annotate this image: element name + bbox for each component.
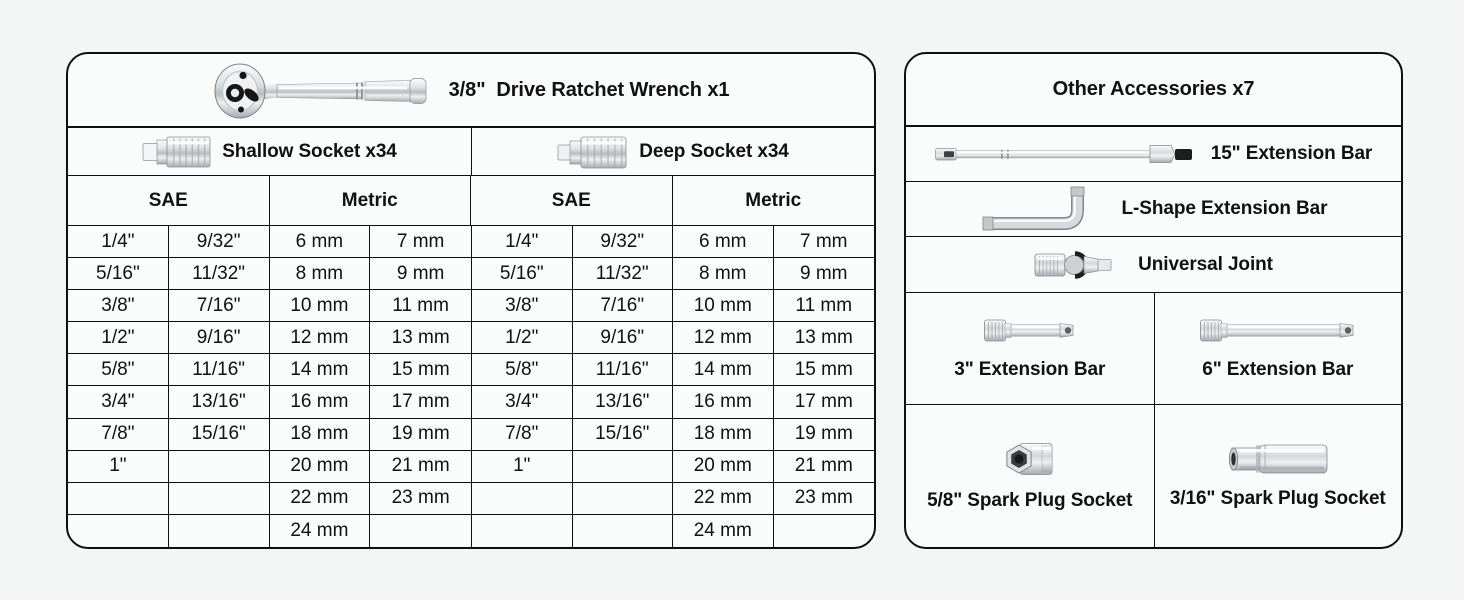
size-cell: 13/16" bbox=[573, 386, 674, 418]
accessory-row-extension-bar-15 bbox=[906, 127, 1401, 182]
accessory-label: Universal Joint bbox=[1138, 253, 1273, 275]
shallow-socket-header bbox=[68, 128, 471, 175]
universal-joint-image bbox=[1034, 248, 1120, 282]
size-cell: 17 mm bbox=[774, 386, 875, 418]
size-cell bbox=[573, 451, 674, 483]
size-cell: 6 mm bbox=[673, 226, 774, 258]
size-cell: 21 mm bbox=[370, 451, 471, 483]
size-cell: 18 mm bbox=[673, 419, 774, 451]
shallow-socket-title: Shallow Socket x34 bbox=[222, 140, 397, 162]
size-cell: 24 mm bbox=[270, 515, 371, 547]
size-cell: 11 mm bbox=[370, 290, 471, 322]
size-cell: 9 mm bbox=[774, 258, 875, 290]
size-cell: 23 mm bbox=[370, 483, 471, 515]
accessory-label: 5/8" Spark Plug Socket bbox=[927, 489, 1133, 511]
size-cell: 19 mm bbox=[774, 419, 875, 451]
size-cell: 16 mm bbox=[673, 386, 774, 418]
accessory-label: L-Shape Extension Bar bbox=[1121, 198, 1328, 219]
size-cell: 12 mm bbox=[673, 322, 774, 354]
size-cell: 6 mm bbox=[270, 226, 371, 258]
size-cell: 5/8" bbox=[68, 354, 169, 386]
size-cell bbox=[169, 515, 270, 547]
size-cell: 15 mm bbox=[774, 354, 875, 386]
size-cell: 9/16" bbox=[573, 322, 674, 354]
size-cell bbox=[472, 515, 573, 547]
size-cell: 1/2" bbox=[68, 322, 169, 354]
size-cell: 7 mm bbox=[774, 226, 875, 258]
size-cell bbox=[169, 451, 270, 483]
size-cell: 13 mm bbox=[774, 322, 875, 354]
size-cell: 16 mm bbox=[270, 386, 371, 418]
size-cell: 21 mm bbox=[774, 451, 875, 483]
column-headers bbox=[68, 176, 874, 226]
size-cell: 10 mm bbox=[270, 290, 371, 322]
col-header-sae: SAE bbox=[68, 176, 270, 225]
size-cell: 11/32" bbox=[169, 258, 270, 290]
extension-bar-15-image bbox=[935, 141, 1193, 167]
accessories-panel bbox=[904, 52, 1403, 549]
accessory-cell-spark-plug-5-8 bbox=[906, 405, 1154, 547]
size-cell: 9/16" bbox=[169, 322, 270, 354]
deep-socket-sizes bbox=[471, 226, 874, 547]
spark-plug-socket-3-16-image bbox=[1226, 443, 1330, 475]
size-cell bbox=[774, 515, 875, 547]
accessory-label: 3" Extension Bar bbox=[954, 359, 1106, 380]
size-cell: 13/16" bbox=[169, 386, 270, 418]
size-cell bbox=[68, 515, 169, 547]
size-cell: 7/8" bbox=[472, 419, 573, 451]
size-cell: 7/8" bbox=[68, 419, 169, 451]
accessory-cell-spark-plug-3-16 bbox=[1154, 405, 1402, 547]
spark-plug-socket-5-8-image bbox=[1006, 441, 1054, 477]
accessories-title: Other Accessories x7 bbox=[1052, 78, 1255, 100]
accessories-header bbox=[906, 54, 1401, 127]
size-cell bbox=[68, 483, 169, 515]
size-cell: 5/16" bbox=[68, 258, 169, 290]
size-cell: 1/2" bbox=[472, 322, 573, 354]
shallow-socket-sizes bbox=[68, 226, 471, 547]
size-cell bbox=[573, 515, 674, 547]
size-cell: 3/4" bbox=[472, 386, 573, 418]
size-cell: 12 mm bbox=[270, 322, 371, 354]
size-cell: 14 mm bbox=[673, 354, 774, 386]
deep-socket-image bbox=[557, 132, 629, 172]
size-cell: 20 mm bbox=[673, 451, 774, 483]
accessory-cell-extension-bar-6 bbox=[1154, 293, 1402, 404]
extension-bars-grid bbox=[906, 293, 1401, 405]
size-cell: 9 mm bbox=[370, 258, 471, 290]
size-cell: 23 mm bbox=[774, 483, 875, 515]
col-header-sae: SAE bbox=[471, 176, 673, 225]
size-cell: 11 mm bbox=[774, 290, 875, 322]
size-cell: 3/4" bbox=[68, 386, 169, 418]
spark-plug-sockets-grid bbox=[906, 405, 1401, 547]
shallow-socket-image bbox=[142, 134, 212, 170]
socket-type-headers bbox=[68, 128, 874, 176]
deep-socket-title: Deep Socket x34 bbox=[639, 140, 789, 162]
size-cell: 20 mm bbox=[270, 451, 371, 483]
socket-set-panel bbox=[66, 52, 876, 549]
size-cell: 15 mm bbox=[370, 354, 471, 386]
accessory-label: 15" Extension Bar bbox=[1210, 143, 1373, 164]
l-shape-extension-bar-image bbox=[980, 186, 1104, 232]
size-cell: 13 mm bbox=[370, 322, 471, 354]
size-cell: 9/32" bbox=[573, 226, 674, 258]
size-cell: 7/16" bbox=[573, 290, 674, 322]
size-cell: 3/8" bbox=[472, 290, 573, 322]
socket-size-table bbox=[68, 226, 874, 547]
size-cell: 19 mm bbox=[370, 419, 471, 451]
size-cell: 22 mm bbox=[673, 483, 774, 515]
size-cell: 14 mm bbox=[270, 354, 371, 386]
size-cell bbox=[370, 515, 471, 547]
size-cell: 24 mm bbox=[673, 515, 774, 547]
accessory-cell-extension-bar-3 bbox=[906, 293, 1154, 404]
size-cell bbox=[573, 483, 674, 515]
size-cell: 1/4" bbox=[472, 226, 573, 258]
size-cell: 11/16" bbox=[169, 354, 270, 386]
size-cell: 15/16" bbox=[169, 419, 270, 451]
size-cell: 5/8" bbox=[472, 354, 573, 386]
extension-bar-6-image bbox=[1200, 316, 1356, 346]
size-cell: 7/16" bbox=[169, 290, 270, 322]
size-cell: 18 mm bbox=[270, 419, 371, 451]
size-cell: 10 mm bbox=[673, 290, 774, 322]
ratchet-wrench-image bbox=[213, 61, 433, 119]
accessory-label: 3/16" Spark Plug Socket bbox=[1169, 487, 1386, 509]
size-cell: 8 mm bbox=[270, 258, 371, 290]
size-cell: 11/32" bbox=[573, 258, 674, 290]
size-cell: 15/16" bbox=[573, 419, 674, 451]
accessory-row-l-shape-bar bbox=[906, 182, 1401, 237]
accessory-row-universal-joint bbox=[906, 237, 1401, 293]
size-cell: 17 mm bbox=[370, 386, 471, 418]
size-cell: 8 mm bbox=[673, 258, 774, 290]
size-cell: 1/4" bbox=[68, 226, 169, 258]
size-cell: 22 mm bbox=[270, 483, 371, 515]
size-cell: 11/16" bbox=[573, 354, 674, 386]
size-cell: 3/8" bbox=[68, 290, 169, 322]
size-cell: 1" bbox=[68, 451, 169, 483]
size-cell: 9/32" bbox=[169, 226, 270, 258]
deep-socket-header bbox=[471, 128, 874, 175]
ratchet-title: 3/8" Drive Ratchet Wrench x1 bbox=[448, 78, 730, 101]
accessory-label: 6" Extension Bar bbox=[1202, 359, 1354, 380]
size-cell bbox=[169, 483, 270, 515]
size-cell: 5/16" bbox=[472, 258, 573, 290]
size-cell: 1" bbox=[472, 451, 573, 483]
size-cell bbox=[472, 483, 573, 515]
extension-bar-3-image bbox=[984, 316, 1076, 346]
col-header-metric: Metric bbox=[270, 176, 472, 225]
ratchet-header bbox=[68, 54, 874, 128]
col-header-metric: Metric bbox=[745, 189, 802, 211]
size-cell: 7 mm bbox=[370, 226, 471, 258]
